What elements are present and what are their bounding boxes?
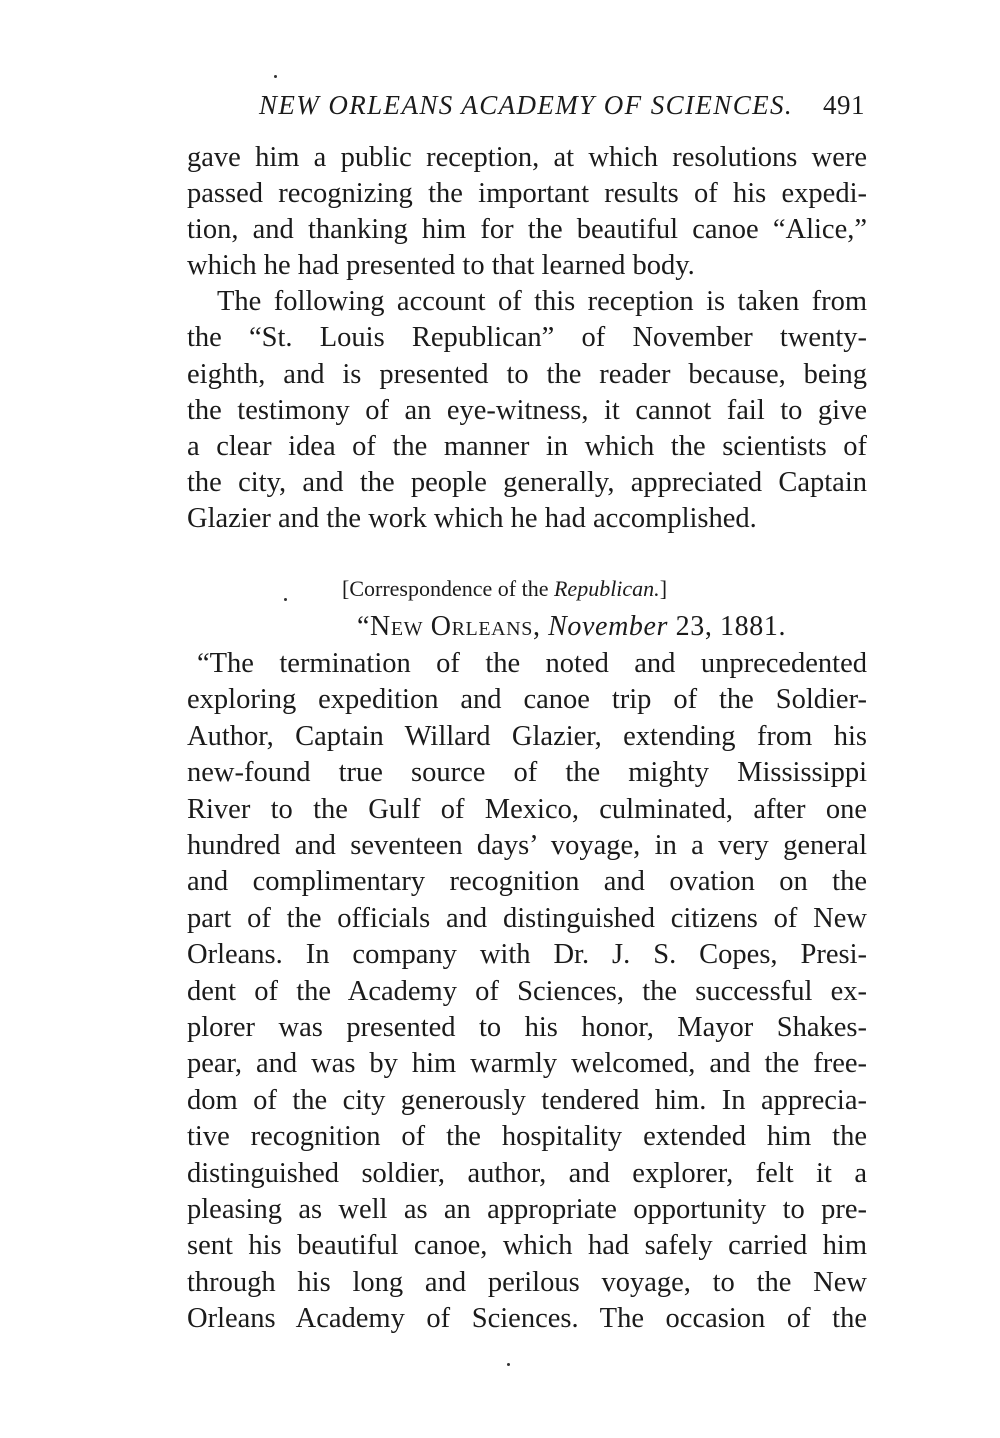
text-line: eighth, and is presented to the reader because, being xyxy=(187,358,867,390)
correspondence-prefix: [Correspondence of the xyxy=(342,576,554,602)
scan-speck xyxy=(507,1363,510,1366)
scan-speck xyxy=(274,75,277,78)
quote-paragraph xyxy=(187,646,867,1337)
text-line: pleasing as well as an appropriate opportunity to pre- xyxy=(187,1193,867,1225)
text-line: the “St. Louis Republican” of November twenty- xyxy=(187,322,867,354)
dateline-month: November xyxy=(548,611,669,643)
text-line: “The termination of the noted and unprecedented xyxy=(197,648,867,680)
text-line: pear, and was by him warmly welcomed, and the free- xyxy=(187,1048,867,1080)
text-line: which he had presented to that learned body. xyxy=(187,250,695,282)
correspondence-note xyxy=(187,574,867,604)
text-line: gave him a public reception, at which resolutions were xyxy=(187,142,867,173)
text-line: sent his beautiful canoe, which had safely carried him xyxy=(187,1230,867,1262)
text-line: River to the Gulf of Mexico, culminated, after one xyxy=(187,793,867,825)
dateline: “New Orleans, November 23, 1881. xyxy=(357,611,787,643)
dateline-open-quote: “ xyxy=(357,611,371,643)
text-line: part of the officials and distinguished citizens of New xyxy=(187,902,867,934)
text-line: dom of the city generously tendered him. In apprecia- xyxy=(187,1084,867,1116)
text-line: distinguished soldier, author, and explorer, felt it a xyxy=(187,1157,867,1189)
text-line: plorer was presented to his honor, Mayor Shakes- xyxy=(187,1011,867,1043)
dateline-city: New Orleans xyxy=(370,611,533,643)
text-line: the city, and the people generally, appreciated Captain xyxy=(187,466,867,498)
text-line: dent of the Academy of Sciences, the successful ex- xyxy=(187,975,867,1007)
text-line: tive recognition of the hospitality extended him the xyxy=(187,1121,867,1153)
text-line: tion, and thanking him for the beautiful canoe “Alice,” xyxy=(187,214,867,246)
text-line: through his long and perilous voyage, to the New xyxy=(187,1266,867,1298)
paragraph-2 xyxy=(187,284,867,537)
text-line: passed recognizing the important results of his expedi- xyxy=(187,178,867,210)
correspondence-paper: Republican. xyxy=(553,576,660,602)
correspondence-suffix: ] xyxy=(659,576,668,602)
text-line: and complimentary recognition and ovation on the xyxy=(187,866,867,898)
book-page xyxy=(187,82,867,1337)
dateline-rest: 23, 1881. xyxy=(668,611,787,643)
text-line: hundred and seventeen days’ voyage, in a very general xyxy=(187,829,867,861)
running-title: NEW ORLEANS ACADEMY OF SCIENCES. xyxy=(259,90,794,120)
text-line: Orleans Academy of Sciences. The occasion of the xyxy=(187,1303,867,1335)
text-line: Glazier and the work which he had accomplished. xyxy=(187,502,757,534)
text-line: exploring expedition and canoe trip of the Soldier- xyxy=(187,684,867,716)
text-line: The following account of this reception is taken from xyxy=(217,286,867,318)
text-line: Orleans. In company with Dr. J. S. Copes, Presi- xyxy=(187,939,867,971)
page-number: 491 xyxy=(823,90,865,120)
text-line: new-found true source of the mighty Mississippi xyxy=(187,757,867,789)
text-line: the testimony of an eye-witness, it cannot fail to give xyxy=(187,394,867,426)
text-line: a clear idea of the manner in which the scientists of xyxy=(187,430,867,462)
scan-speck xyxy=(284,598,287,601)
running-head xyxy=(187,82,867,126)
paragraph-1 xyxy=(187,140,867,284)
text-line: Author, Captain Willard Glazier, extending from his xyxy=(187,720,867,752)
